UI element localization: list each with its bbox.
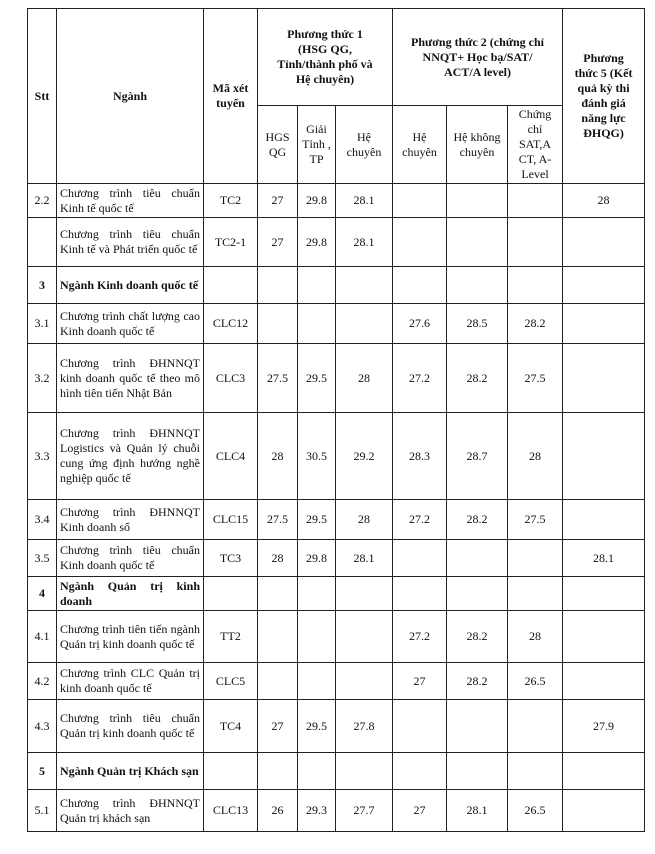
cell-he-khong-chuyen bbox=[447, 700, 508, 753]
cell-stt: 3.1 bbox=[28, 304, 57, 344]
cell-he-chuyen-pt1: 27.8 bbox=[336, 700, 393, 753]
cell-hgs-qg bbox=[258, 753, 298, 790]
cell-he-chuyen-pt2: 27.2 bbox=[393, 344, 447, 413]
table-row bbox=[28, 304, 645, 344]
table-row bbox=[28, 540, 645, 577]
cell-program-name: Chương trình tiên tiến ngành Quản trị kinh doanh quốc tế bbox=[57, 611, 204, 663]
cell-he-khong-chuyen: 28.7 bbox=[447, 413, 508, 500]
cell-hgs-qg: 27 bbox=[258, 218, 298, 267]
cell-chung-chi: 26.5 bbox=[508, 663, 563, 700]
cell-code: TC2-1 bbox=[204, 218, 258, 267]
cell-hgs-qg: 27.5 bbox=[258, 344, 298, 413]
cell-he-khong-chuyen: 28.2 bbox=[447, 500, 508, 540]
cell-chung-chi bbox=[508, 184, 563, 218]
cell-he-chuyen-pt2: 27 bbox=[393, 790, 447, 832]
cell-phuong-thuc-5 bbox=[563, 218, 645, 267]
cell-phuong-thuc-5 bbox=[563, 344, 645, 413]
cell-he-khong-chuyen bbox=[447, 184, 508, 218]
cell-he-chuyen-pt1: 28.1 bbox=[336, 540, 393, 577]
cell-program-name: Chương trình ĐHNNQT Kinh doanh số bbox=[57, 500, 204, 540]
cell-stt: 3.5 bbox=[28, 540, 57, 577]
cell-code: TC4 bbox=[204, 700, 258, 753]
cell-he-chuyen-pt2 bbox=[393, 753, 447, 790]
cell-program-name: Chương trình tiêu chuẩn Kinh tế và Phát triển quốc tế bbox=[57, 218, 204, 267]
cell-chung-chi bbox=[508, 267, 563, 304]
cell-chung-chi: 27.5 bbox=[508, 500, 563, 540]
cell-giai-tinh: 29.3 bbox=[298, 790, 336, 832]
cell-chung-chi bbox=[508, 577, 563, 611]
cell-phuong-thuc-5 bbox=[563, 413, 645, 500]
cell-he-chuyen-pt1: 28.1 bbox=[336, 218, 393, 267]
cell-stt: 4.1 bbox=[28, 611, 57, 663]
cell-he-chuyen-pt1: 28 bbox=[336, 500, 393, 540]
cell-stt: 4.3 bbox=[28, 700, 57, 753]
cell-he-chuyen-pt2: 27.2 bbox=[393, 500, 447, 540]
cell-giai-tinh bbox=[298, 753, 336, 790]
cell-hgs-qg bbox=[258, 663, 298, 700]
cell-he-chuyen-pt2 bbox=[393, 267, 447, 304]
cell-he-khong-chuyen: 28.2 bbox=[447, 611, 508, 663]
cell-he-khong-chuyen bbox=[447, 267, 508, 304]
header-phuong-thuc-2: Phương thức 2 (chứng chỉ NNQT+ Học bạ/SAT/ ACT/A level) bbox=[393, 9, 563, 106]
cell-he-chuyen-pt1: 29.2 bbox=[336, 413, 393, 500]
cell-hgs-qg: 28 bbox=[258, 413, 298, 500]
table-row bbox=[28, 663, 645, 700]
cell-he-chuyen-pt1: 28 bbox=[336, 344, 393, 413]
cell-giai-tinh bbox=[298, 304, 336, 344]
cell-program-name: Ngành Quản trị kinh doanh bbox=[57, 577, 204, 611]
cell-code: TC2 bbox=[204, 184, 258, 218]
cell-code: CLC13 bbox=[204, 790, 258, 832]
header-stt: Stt bbox=[28, 9, 57, 184]
cell-he-chuyen-pt1 bbox=[336, 267, 393, 304]
table-row bbox=[28, 500, 645, 540]
header-he-chuyen-pt1: Hệ chuyên bbox=[336, 106, 393, 184]
cell-code: TT2 bbox=[204, 611, 258, 663]
cell-stt: 5.1 bbox=[28, 790, 57, 832]
cell-hgs-qg: 27 bbox=[258, 700, 298, 753]
cell-stt: 4.2 bbox=[28, 663, 57, 700]
cell-hgs-qg: 26 bbox=[258, 790, 298, 832]
table-row bbox=[28, 184, 645, 218]
cell-he-chuyen-pt2 bbox=[393, 700, 447, 753]
cell-he-chuyen-pt1 bbox=[336, 577, 393, 611]
cell-he-chuyen-pt2 bbox=[393, 184, 447, 218]
cell-chung-chi: 27.5 bbox=[508, 344, 563, 413]
cell-he-chuyen-pt1 bbox=[336, 304, 393, 344]
cell-chung-chi bbox=[508, 700, 563, 753]
cell-chung-chi bbox=[508, 540, 563, 577]
cell-he-chuyen-pt1: 27.7 bbox=[336, 790, 393, 832]
cell-giai-tinh: 29.8 bbox=[298, 218, 336, 267]
header-he-chuyen-pt2: Hệ chuyên bbox=[393, 106, 447, 184]
cell-he-khong-chuyen bbox=[447, 753, 508, 790]
header-nganh: Ngành bbox=[57, 9, 204, 184]
header-he-khong-chuyen: Hệ không chuyên bbox=[447, 106, 508, 184]
cell-code bbox=[204, 267, 258, 304]
cell-stt: 2.2 bbox=[28, 184, 57, 218]
cell-code: CLC3 bbox=[204, 344, 258, 413]
cell-giai-tinh bbox=[298, 577, 336, 611]
group-row bbox=[28, 577, 645, 611]
cell-giai-tinh bbox=[298, 267, 336, 304]
cell-phuong-thuc-5 bbox=[563, 753, 645, 790]
header-row-main bbox=[28, 9, 645, 106]
header-giai-tinh: Giải Tỉnh , TP bbox=[298, 106, 336, 184]
table-row bbox=[28, 218, 645, 267]
cell-he-chuyen-pt2: 27.2 bbox=[393, 611, 447, 663]
cell-phuong-thuc-5: 28.1 bbox=[563, 540, 645, 577]
admission-score-table bbox=[27, 8, 645, 832]
cell-giai-tinh: 29.5 bbox=[298, 500, 336, 540]
group-row bbox=[28, 753, 645, 790]
cell-hgs-qg bbox=[258, 577, 298, 611]
table-row bbox=[28, 413, 645, 500]
header-phuong-thuc-1: Phương thức 1 (HSG QG, Tỉnh/thành phố và Hệ chuyên) bbox=[258, 9, 393, 106]
cell-he-chuyen-pt2 bbox=[393, 540, 447, 577]
cell-he-khong-chuyen: 28.1 bbox=[447, 790, 508, 832]
cell-hgs-qg: 27.5 bbox=[258, 500, 298, 540]
cell-he-chuyen-pt2 bbox=[393, 577, 447, 611]
group-row bbox=[28, 267, 645, 304]
cell-code: CLC5 bbox=[204, 663, 258, 700]
cell-stt: 3.4 bbox=[28, 500, 57, 540]
cell-phuong-thuc-5: 28 bbox=[563, 184, 645, 218]
cell-he-chuyen-pt1 bbox=[336, 753, 393, 790]
cell-he-chuyen-pt2: 28.3 bbox=[393, 413, 447, 500]
cell-program-name: Chương trình ĐHNNQT kinh doanh quốc tế theo mô hình tiên tiến Nhật Bản bbox=[57, 344, 204, 413]
cell-phuong-thuc-5 bbox=[563, 500, 645, 540]
cell-program-name: Chương trình CLC Quản trị kinh doanh quốc tế bbox=[57, 663, 204, 700]
cell-he-khong-chuyen: 28.2 bbox=[447, 663, 508, 700]
cell-program-name: Chương trình tiêu chuẩn Quản trị kinh doanh quốc tế bbox=[57, 700, 204, 753]
cell-phuong-thuc-5 bbox=[563, 577, 645, 611]
cell-program-name: Chương trình chất lượng cao Kinh doanh quốc tế bbox=[57, 304, 204, 344]
cell-he-khong-chuyen: 28.5 bbox=[447, 304, 508, 344]
cell-phuong-thuc-5 bbox=[563, 611, 645, 663]
cell-code: TC3 bbox=[204, 540, 258, 577]
cell-phuong-thuc-5 bbox=[563, 663, 645, 700]
cell-program-name: Chương trình ĐHNNQT Quản trị khách sạn bbox=[57, 790, 204, 832]
cell-he-khong-chuyen: 28.2 bbox=[447, 344, 508, 413]
cell-hgs-qg: 27 bbox=[258, 184, 298, 218]
cell-code: CLC4 bbox=[204, 413, 258, 500]
cell-giai-tinh: 29.8 bbox=[298, 184, 336, 218]
header-chung-chi: Chứng chỉ SAT,A CT, A-Level bbox=[508, 106, 563, 184]
cell-chung-chi: 28 bbox=[508, 413, 563, 500]
header-phuong-thuc-5: Phương thức 5 (Kết quả kỳ thi đánh giá năng lực ĐHQG) bbox=[563, 9, 645, 184]
cell-stt: 4 bbox=[28, 577, 57, 611]
cell-he-khong-chuyen bbox=[447, 577, 508, 611]
cell-code: CLC12 bbox=[204, 304, 258, 344]
cell-chung-chi: 28 bbox=[508, 611, 563, 663]
cell-hgs-qg: 28 bbox=[258, 540, 298, 577]
cell-chung-chi: 28.2 bbox=[508, 304, 563, 344]
cell-he-khong-chuyen bbox=[447, 540, 508, 577]
cell-he-chuyen-pt1: 28.1 bbox=[336, 184, 393, 218]
table-row bbox=[28, 611, 645, 663]
cell-he-chuyen-pt1 bbox=[336, 611, 393, 663]
cell-stt: 3 bbox=[28, 267, 57, 304]
cell-program-name: Chương trình tiêu chuẩn Kinh tế quốc tế bbox=[57, 184, 204, 218]
cell-he-chuyen-pt2: 27 bbox=[393, 663, 447, 700]
cell-stt: 3.2 bbox=[28, 344, 57, 413]
cell-hgs-qg bbox=[258, 304, 298, 344]
cell-phuong-thuc-5 bbox=[563, 790, 645, 832]
cell-chung-chi bbox=[508, 218, 563, 267]
admission-score-table-wrapper bbox=[27, 8, 645, 832]
table-row bbox=[28, 344, 645, 413]
cell-giai-tinh: 30.5 bbox=[298, 413, 336, 500]
cell-stt bbox=[28, 218, 57, 267]
cell-giai-tinh: 29.5 bbox=[298, 700, 336, 753]
cell-program-name: Chương trình tiêu chuẩn Kinh doanh quốc tế bbox=[57, 540, 204, 577]
cell-hgs-qg bbox=[258, 611, 298, 663]
header-ma-xet-tuyen: Mã xét tuyển bbox=[204, 9, 258, 184]
cell-code: CLC15 bbox=[204, 500, 258, 540]
header-hgs-qg: HGS QG bbox=[258, 106, 298, 184]
table-body bbox=[28, 184, 645, 832]
cell-chung-chi: 26.5 bbox=[508, 790, 563, 832]
cell-giai-tinh: 29.5 bbox=[298, 344, 336, 413]
cell-chung-chi bbox=[508, 753, 563, 790]
table-row bbox=[28, 700, 645, 753]
cell-phuong-thuc-5 bbox=[563, 304, 645, 344]
cell-code bbox=[204, 577, 258, 611]
cell-code bbox=[204, 753, 258, 790]
cell-giai-tinh: 29.8 bbox=[298, 540, 336, 577]
cell-he-chuyen-pt1 bbox=[336, 663, 393, 700]
cell-program-name: Ngành Quản trị Khách sạn bbox=[57, 753, 204, 790]
cell-stt: 5 bbox=[28, 753, 57, 790]
cell-program-name: Chương trình ĐHNNQT Logistics và Quản lý chuỗi cung ứng định hướng nghề nghiệp quốc tế bbox=[57, 413, 204, 500]
cell-giai-tinh bbox=[298, 611, 336, 663]
cell-he-khong-chuyen bbox=[447, 218, 508, 267]
table-row bbox=[28, 790, 645, 832]
cell-phuong-thuc-5: 27.9 bbox=[563, 700, 645, 753]
cell-hgs-qg bbox=[258, 267, 298, 304]
cell-he-chuyen-pt2 bbox=[393, 218, 447, 267]
cell-giai-tinh bbox=[298, 663, 336, 700]
cell-stt: 3.3 bbox=[28, 413, 57, 500]
cell-phuong-thuc-5 bbox=[563, 267, 645, 304]
cell-he-chuyen-pt2: 27.6 bbox=[393, 304, 447, 344]
cell-program-name: Ngành Kinh doanh quốc tế bbox=[57, 267, 204, 304]
